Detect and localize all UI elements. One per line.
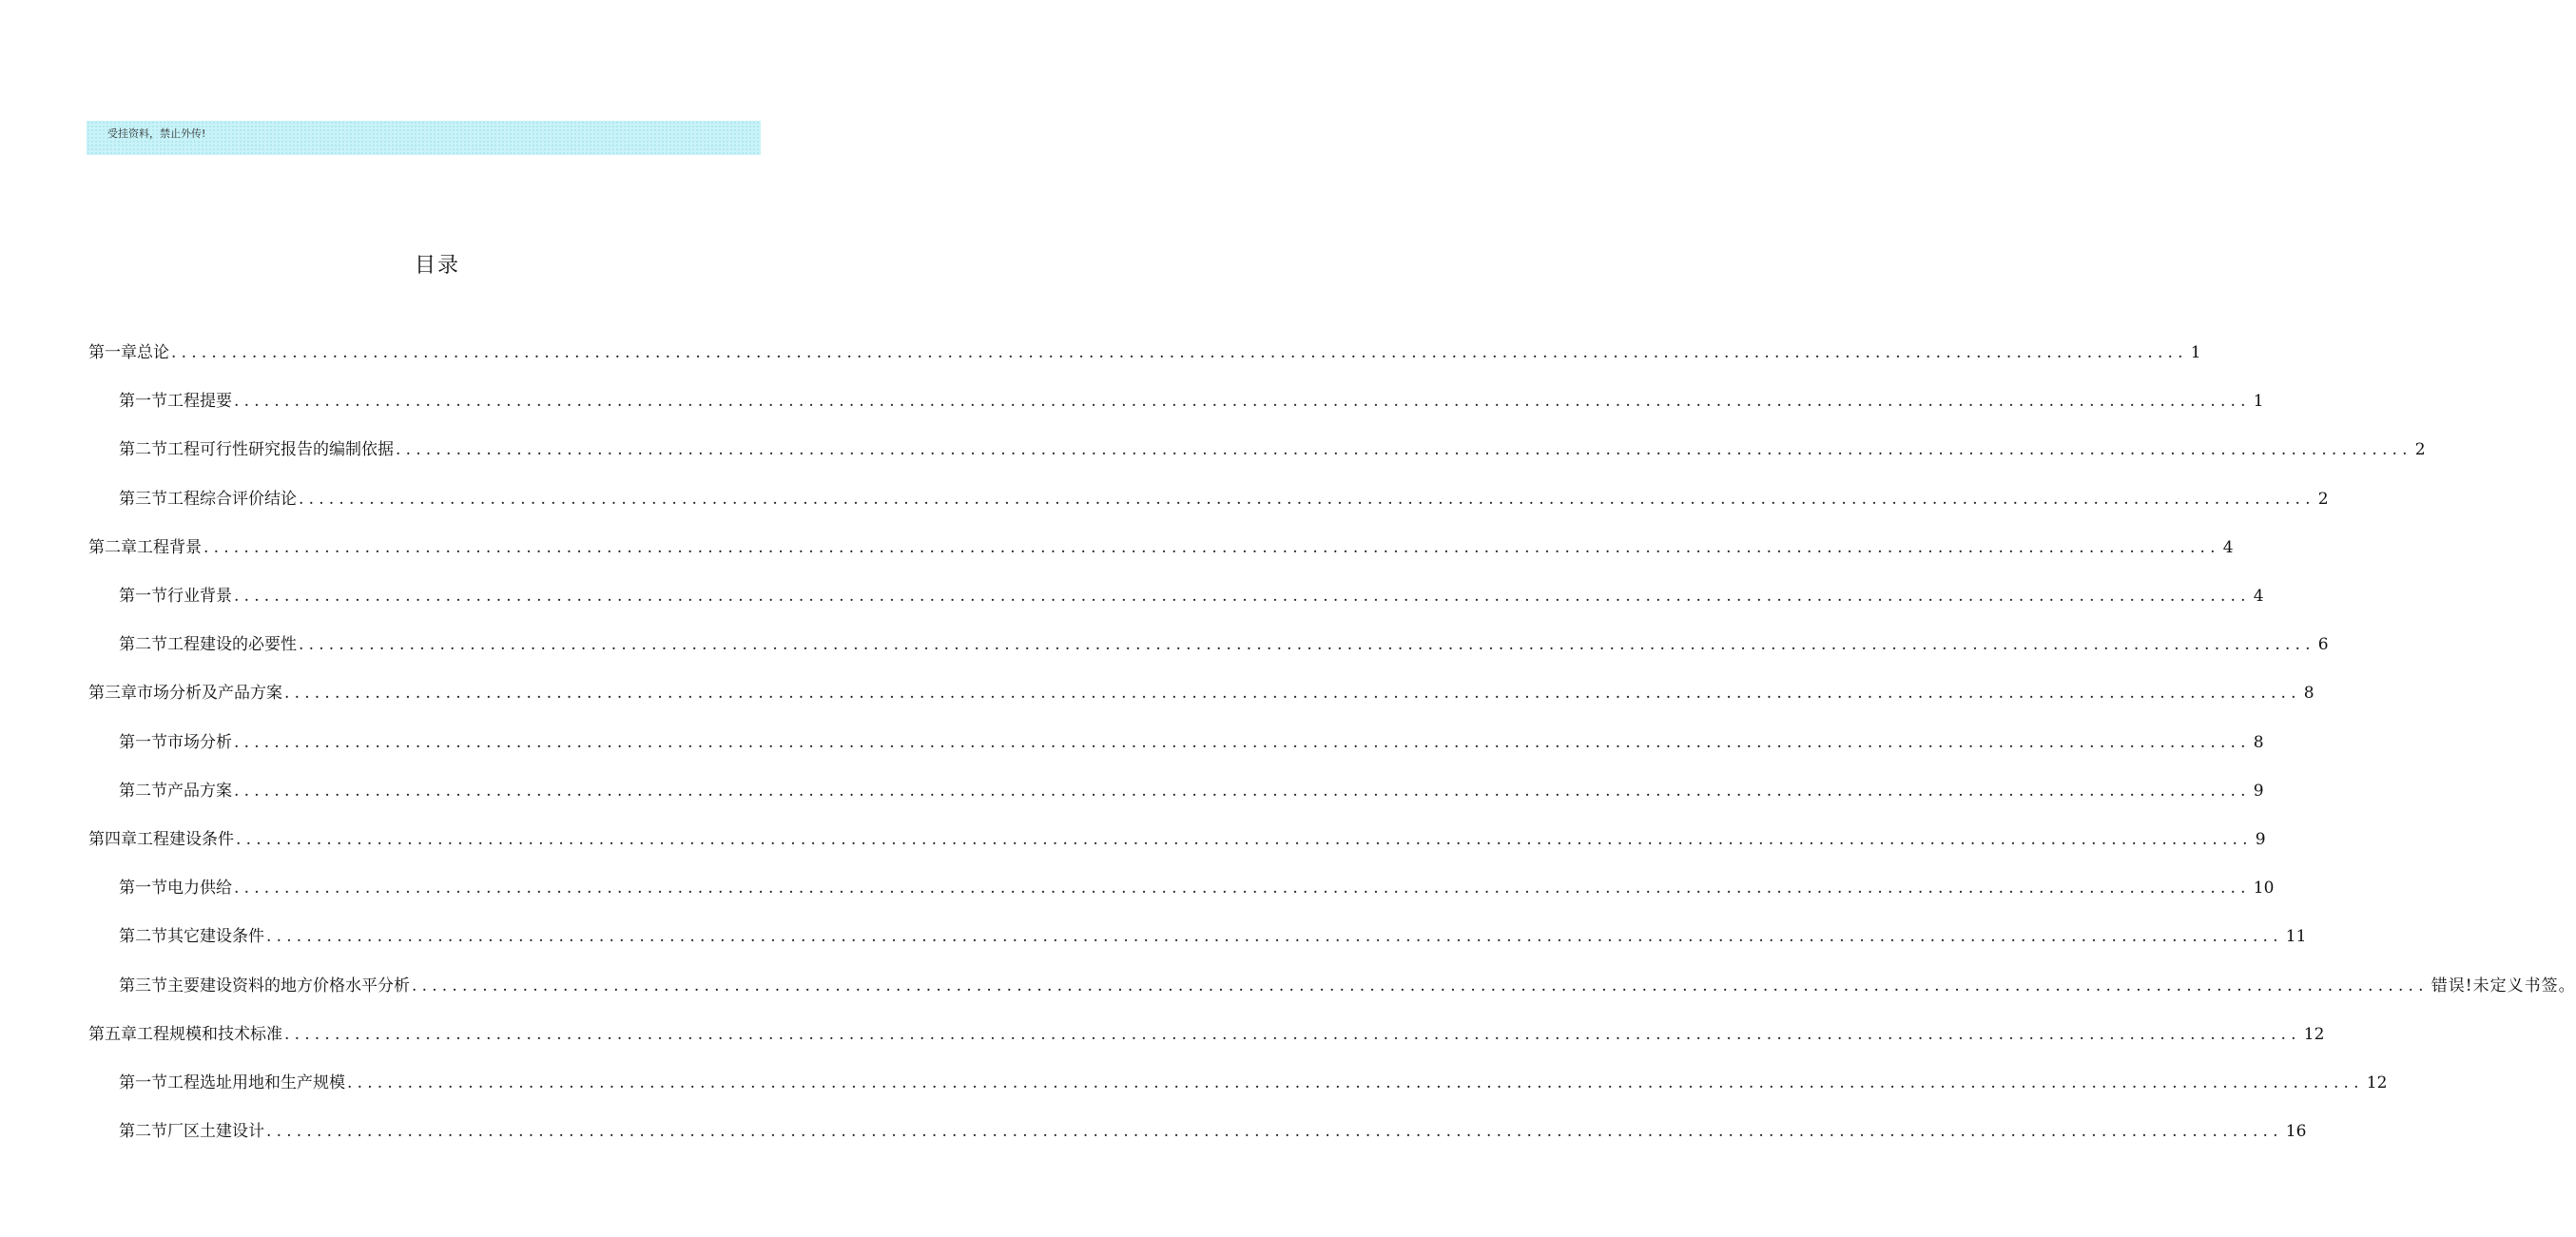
toc-entry-page-number: 10 [2253,879,2275,898]
toc-entry-label: 第一节电力供给 [119,879,232,898]
toc-entry-page-number: 4 [2253,587,2264,606]
toc-entry-page-number: 1 [2253,392,2264,411]
toc-entry-label: 第一节工程选址用地和生产规模 [119,1073,345,1092]
toc-leader-dots: ........................................................................................................................................................................................................ [266,1122,2283,1141]
toc-leader-dots: ........................................................................................................................................................................................................ [234,587,2251,606]
toc-title: 目录 [414,254,460,278]
toc-leader-dots: ........................................................................................................................................................................................................ [347,1073,2364,1092]
toc-entry-page-number: 16 [2285,1122,2307,1141]
toc-entry-label: 第二章工程背景 [88,538,202,557]
toc-entry-label: 第三节工程综合评价结论 [119,490,297,509]
toc-entry-label: 第三节主要建设资料的地方价格水平分析 [119,976,410,995]
toc-leader-dots: ........................................................................................................................................................................................................ [234,782,2251,801]
toc-entry[interactable] [119,777,2264,802]
toc-entry-page-number: 9 [2253,782,2264,801]
toc-entry[interactable] [119,1069,2388,1093]
toc-entry[interactable] [88,825,2266,850]
toc-entry-error-text: 错误!未定义书签。 [2431,976,2576,995]
toc-leader-dots: ........................................................................................................................................................................................................ [299,635,2315,654]
toc-entry-label: 第二节产品方案 [119,782,232,801]
toc-entry[interactable] [88,679,2315,704]
toc-entry-page-number: 11 [2285,927,2307,946]
toc-entry[interactable] [119,728,2264,753]
toc-leader-dots: ........................................................................................................................................................................................................ [234,392,2251,411]
toc-entry[interactable] [119,582,2264,607]
toc-leader-dots: ........................................................................................................................................................................................................ [171,343,2188,362]
banner-text: 受挂资料，禁止外传! [107,127,206,140]
toc-entry-page-number: 1 [2190,343,2201,362]
toc-entry-label: 第一节行业背景 [119,587,232,606]
toc-entry-page-number: 2 [2317,490,2329,509]
toc-leader-dots: ........................................................................................................................................................................................................ [284,684,2301,703]
toc-entry-page-number: 8 [2303,684,2315,703]
toc-entry-page-number: 2 [2414,440,2426,459]
toc-entry[interactable] [119,387,2264,412]
toc-entry[interactable] [88,338,2201,363]
toc-entry-label: 第二节工程可行性研究报告的编制依据 [119,440,394,459]
toc-entry-page-number: 9 [2255,830,2266,849]
toc-entry-label: 第五章工程规模和技术标准 [88,1025,282,1044]
toc-entry[interactable] [119,435,2426,460]
toc-entry-label: 第一章总论 [88,343,169,362]
toc-entry-label: 第一节市场分析 [119,733,232,752]
toc-entry-label: 第一节工程提要 [119,392,232,411]
toc-leader-dots: ........................................................................................................................................................................................................ [284,1025,2301,1044]
toc-entry-label: 第二节工程建设的必要性 [119,635,297,654]
toc-entry[interactable] [119,922,2307,947]
toc-entry[interactable] [119,874,2275,899]
toc-leader-dots: ........................................................................................................................................................................................................ [412,976,2429,995]
toc-entry[interactable] [119,1117,2307,1142]
toc-entry-page-number: 4 [2222,538,2234,557]
toc-leader-dots: ........................................................................................................................................................................................................ [203,538,2220,557]
toc-leader-dots: ........................................................................................................................................................................................................ [266,927,2283,946]
toc-entry-label: 第四章工程建设条件 [88,830,234,849]
toc-leader-dots: ........................................................................................................................................................................................................ [396,440,2412,459]
toc-entry-page-number: 12 [2366,1073,2388,1092]
toc-leader-dots: ........................................................................................................................................................................................................ [236,830,2253,849]
toc-leader-dots: ........................................................................................................................................................................................................ [299,490,2315,509]
toc-entry-page-number: 12 [2303,1025,2325,1044]
toc-entry[interactable] [119,972,2576,996]
toc-entry[interactable] [119,485,2329,510]
toc-entry[interactable] [88,533,2234,558]
toc-leader-dots: ........................................................................................................................................................................................................ [234,733,2251,752]
toc-entry-page-number: 8 [2253,733,2264,752]
toc-entry-page-number: 6 [2317,635,2329,654]
toc-entry-label: 第二节其它建设条件 [119,927,264,946]
toc-entry[interactable] [119,630,2329,655]
toc-entry-label: 第二节厂区土建设计 [119,1122,264,1141]
toc-entry[interactable] [88,1020,2325,1045]
toc-entry-label: 第三章市场分析及产品方案 [88,684,282,703]
toc-leader-dots: ........................................................................................................................................................................................................ [234,879,2251,898]
